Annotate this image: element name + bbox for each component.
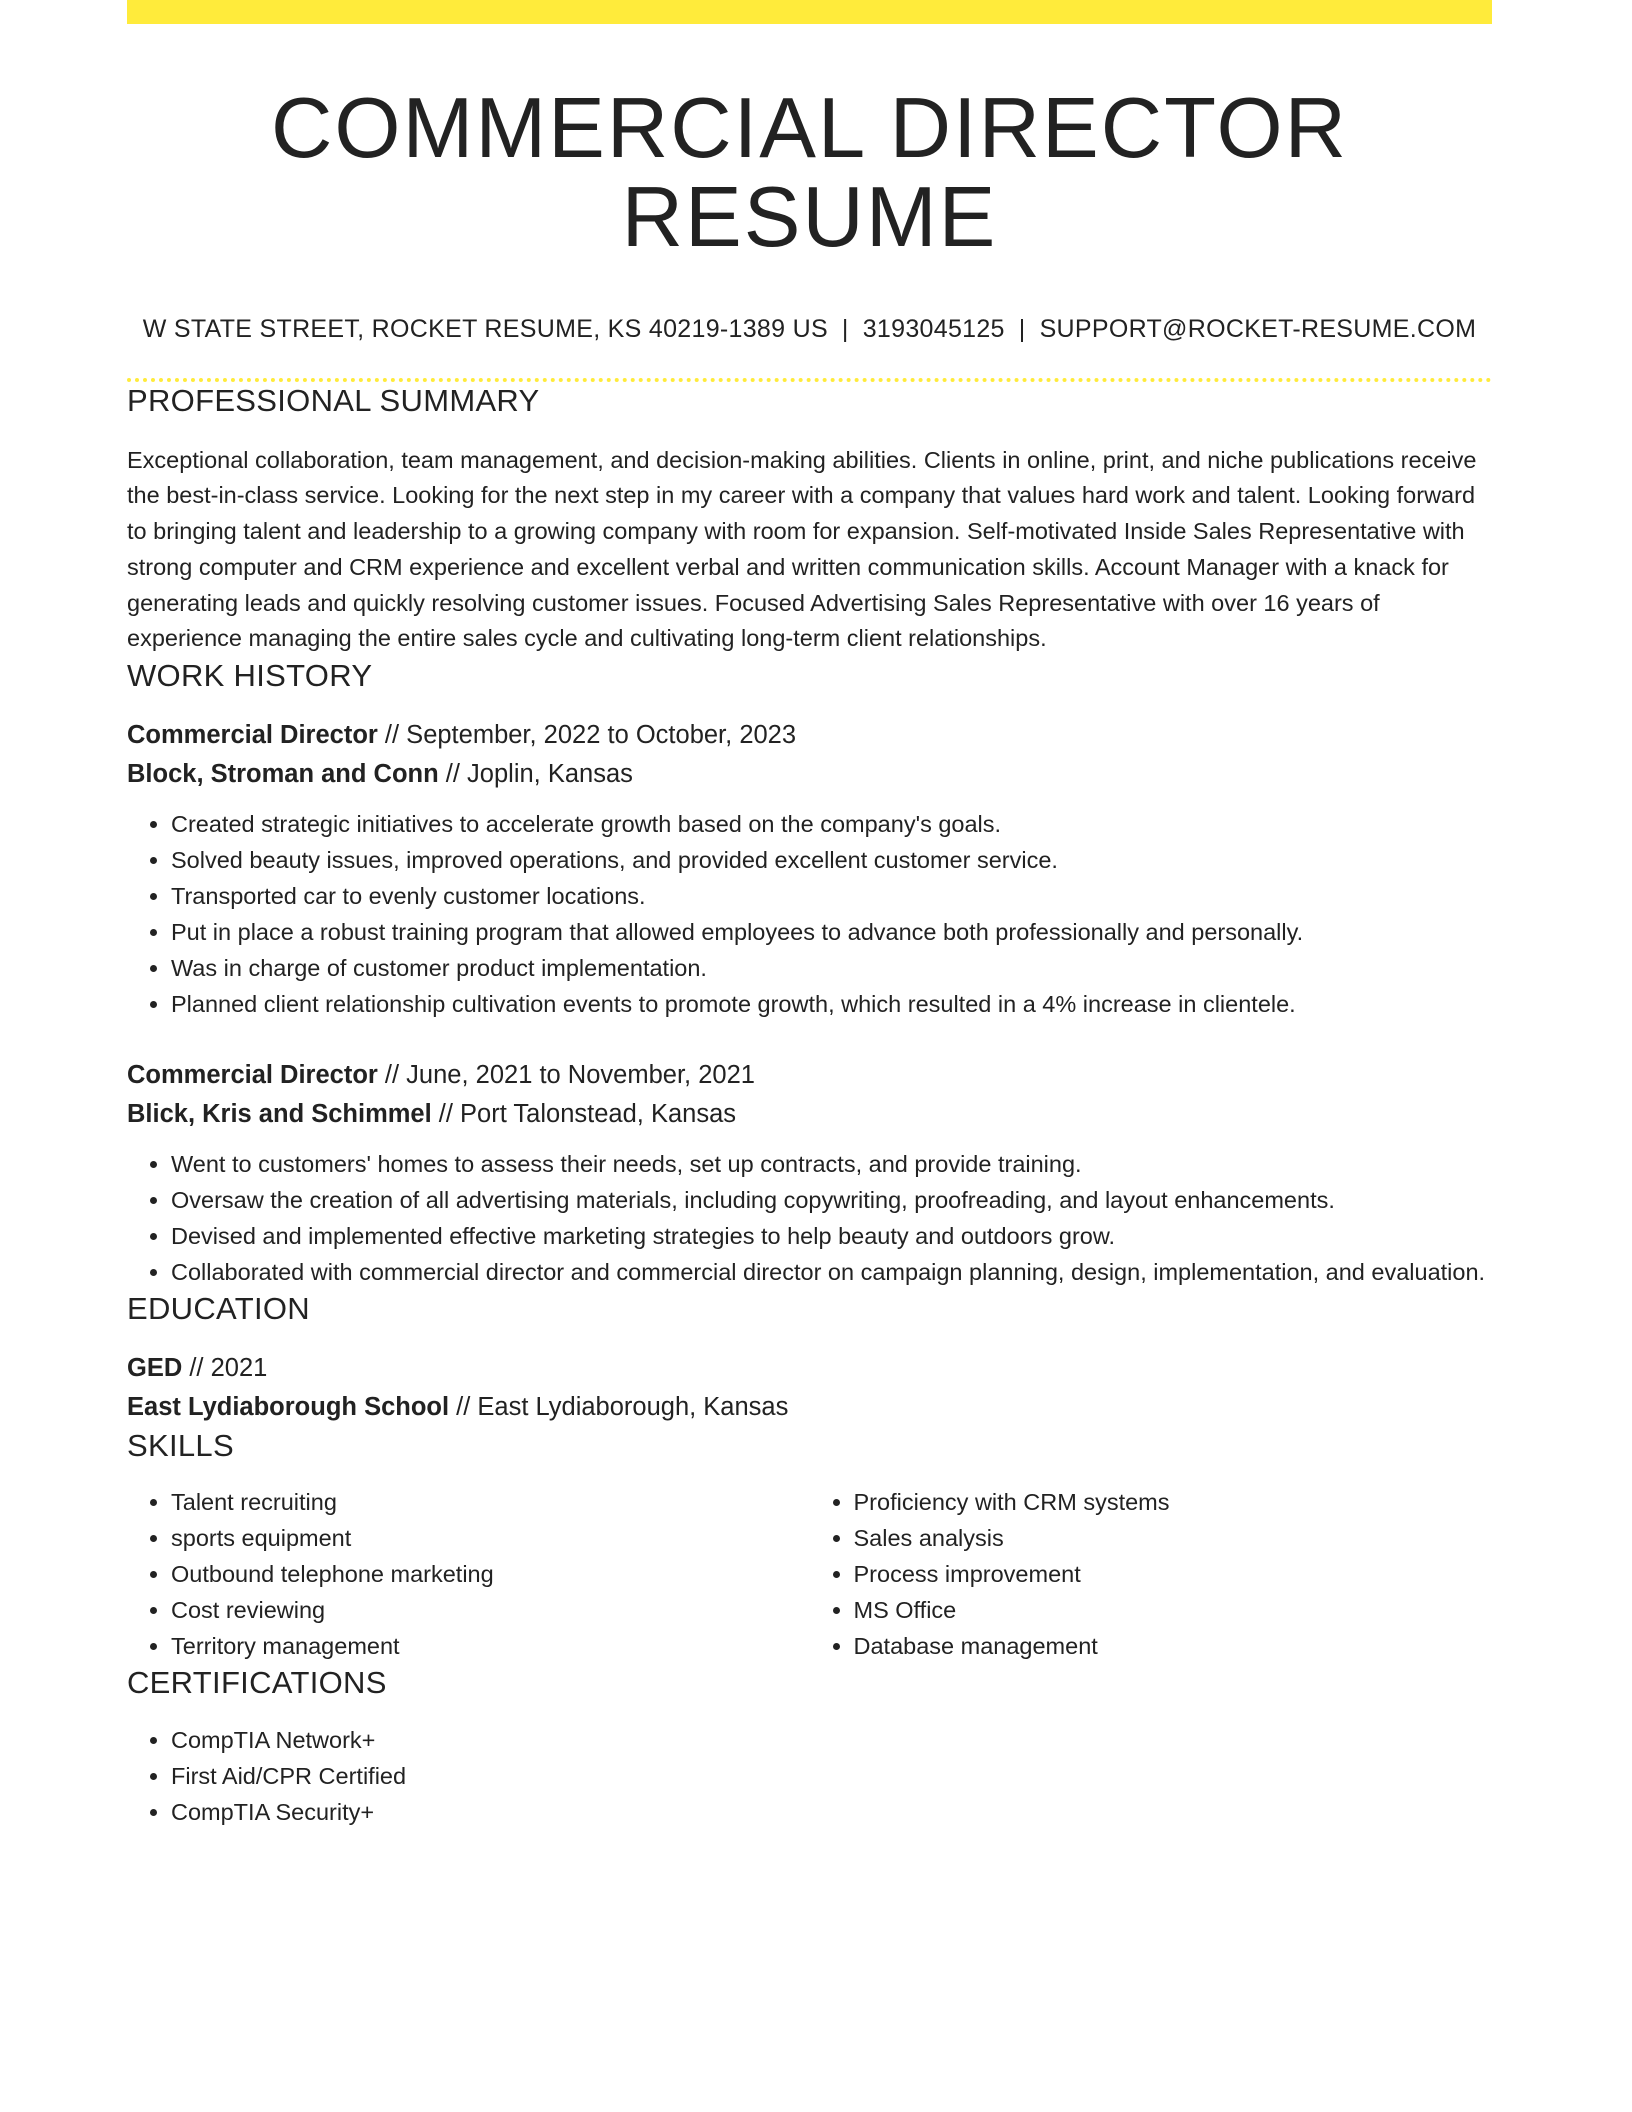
skill-item: • Process improvement [854, 1556, 1493, 1592]
job-location: // Joplin, Kansas [438, 760, 633, 789]
skill-item: • Territory management [171, 1628, 810, 1664]
education-school-line [127, 1388, 1492, 1427]
skills-grid [127, 1484, 1492, 1664]
job-location: // Port Talonstead, Kansas [431, 1100, 736, 1129]
job-bullet: • Went to customers' homes to assess their needs, set up contracts, and provide training. [171, 1146, 1492, 1182]
job-dates: // September, 2022 to October, 2023 [377, 721, 797, 750]
job-company: Blick, Kris and Schimmel [127, 1100, 432, 1129]
email-text: SUPPORT@ROCKET-RESUME.COM [1039, 314, 1477, 343]
skill-item: • sports equipment [171, 1520, 810, 1556]
skills-heading: SKILLS [127, 1428, 234, 1464]
job-bullet: • Collaborated with commercial director and commercial director on campaign planning, design, implementation, and evaluation. [171, 1254, 1492, 1290]
job-bullet: • Was in charge of customer product implementation. [171, 950, 1492, 986]
skill-item: • Sales analysis [854, 1520, 1493, 1556]
phone-text: 3193045125 [862, 314, 1005, 343]
job-bullet: • Put in place a robust training program that allowed employees to advance both professionally and personally. [171, 914, 1492, 950]
resume-page [127, 0, 1492, 1830]
education-school: East Lydiaborough School [127, 1393, 450, 1422]
certification-item: • First Aid/CPR Certified [171, 1758, 1492, 1794]
job-bullet: • Transported car to evenly customer locations. [171, 878, 1492, 914]
education-degree: GED [127, 1354, 183, 1383]
skill-item: • Proficiency with CRM systems [854, 1484, 1493, 1520]
certification-item: • CompTIA Network+ [171, 1722, 1492, 1758]
certification-item: • CompTIA Security+ [171, 1794, 1492, 1830]
work-history-heading: WORK HISTORY [127, 657, 373, 693]
education-heading: EDUCATION [127, 1291, 310, 1327]
skill-item: • Database management [854, 1628, 1493, 1664]
job-bullets [127, 1146, 1492, 1290]
job-bullet: • Oversaw the creation of all advertising materials, including copywriting, proofreading, and layout enhancements. [171, 1182, 1492, 1218]
contact-separator: | [841, 314, 849, 343]
job-bullets [127, 806, 1492, 1022]
job-title-line [127, 716, 1492, 755]
job-bullet: • Created strategic initiatives to accelerate growth based on the company's goals. [171, 806, 1492, 842]
job-entry [127, 1056, 1492, 1290]
job-entry [127, 716, 1492, 1022]
skills-list-right [810, 1484, 1493, 1664]
summary-text: Exceptional collaboration, team management, and decision-making abilities. Clients in online, print, and niche publications receive the best-in-class service. Looking for the next step in my career with a company that values hard work and talent. Looking forward to bringing talent and leadership to a growing company with room for expansion. Self-motivated Inside Sales Representative with strong computer and CRM experience and excellent verbal and written communication skills. Account Manager with a knack for generating leads and quickly resolving customer issues. Focused Advertising Sales Representative with over 16 years of experience managing the entire sales cycle and cultivating long-term client relationships. [127, 446, 1477, 652]
job-dates: // June, 2021 to November, 2021 [377, 1061, 755, 1090]
job-role: Commercial Director [127, 1061, 378, 1090]
education-year: // 2021 [182, 1354, 268, 1383]
job-bullet: • Solved beauty issues, improved operations, and provided excellent customer service. [171, 842, 1492, 878]
job-title-line [127, 1056, 1492, 1095]
job-company-line [127, 1095, 1492, 1134]
skill-item: • Talent recruiting [171, 1484, 810, 1520]
education-entry [127, 1349, 1492, 1427]
job-bullet: • Devised and implemented effective marketing strategies to help beauty and outdoors grow. [171, 1218, 1492, 1254]
certifications-list [127, 1722, 1492, 1830]
certifications-heading: CERTIFICATIONS [127, 1665, 387, 1701]
job-role: Commercial Director [127, 721, 378, 750]
summary-heading: PROFESSIONAL SUMMARY [127, 382, 540, 418]
accent-top-bar [127, 0, 1492, 24]
education-location: // East Lydiaborough, Kansas [449, 1393, 789, 1422]
contact-line [127, 315, 1492, 344]
job-company: Block, Stroman and Conn [127, 760, 439, 789]
skills-list-left [127, 1484, 810, 1664]
resume-title: COMMERCIAL DIRECTOR RESUME [271, 81, 1348, 266]
education-degree-line [127, 1349, 1492, 1388]
skill-item: • Cost reviewing [171, 1592, 810, 1628]
address-text: W STATE STREET, ROCKET RESUME, KS 40219-1389 US [142, 314, 828, 343]
skill-item: • MS Office [854, 1592, 1493, 1628]
job-bullet: • Planned client relationship cultivation events to promote growth, which resulted in a 4% increase in clientele. [171, 986, 1492, 1022]
job-company-line [127, 755, 1492, 794]
skill-item: • Outbound telephone marketing [171, 1556, 810, 1592]
contact-separator: | [1018, 314, 1026, 343]
